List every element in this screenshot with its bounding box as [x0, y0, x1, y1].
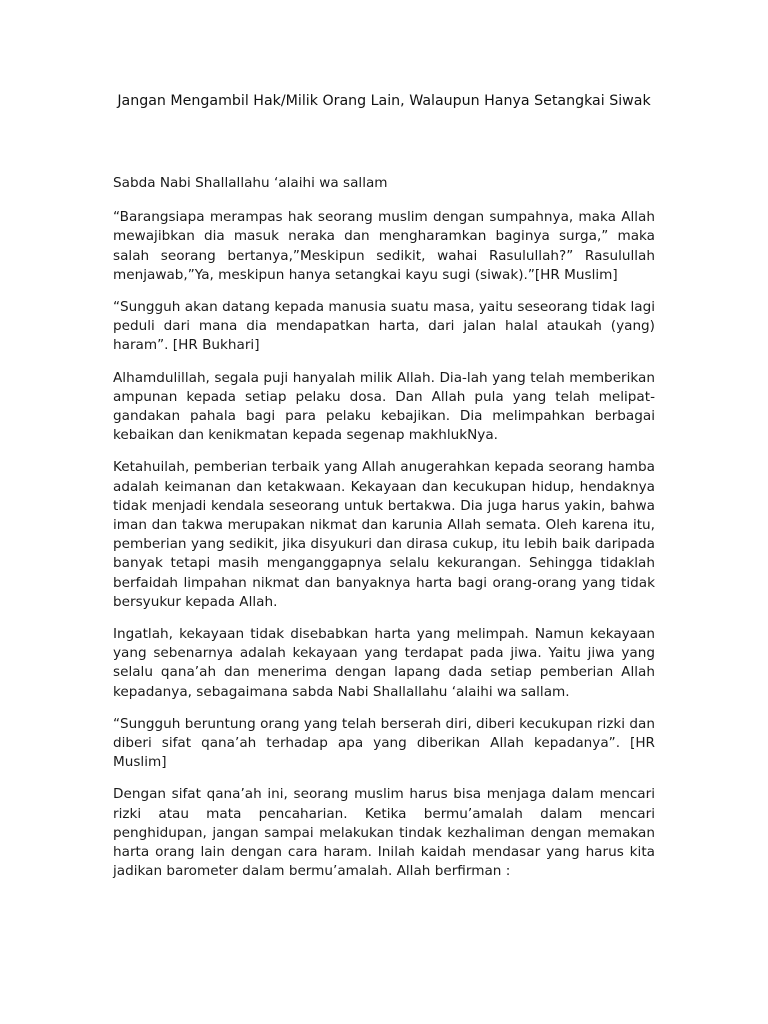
hadith-paragraph-2: “Sungguh akan datang kepada manusia suatu masa, yaitu seseorang tidak lagi peduli dari mana dia mendapatkan harta, dari jalan halal ataukah (yang) haram”. [HR Bukhari] — [113, 299, 655, 354]
hadith-paragraph-3: “Sungguh beruntung orang yang telah berserah diri, diberi kecukupan rizki dan diberi sifat qana’ah terhadap apa yang diberikan Allah kepadanya”. [HR Muslim] — [113, 715, 655, 771]
intro-paragraph: Sabda Nabi Shallallahu ‘alaihi wa sallam — [113, 175, 388, 191]
body-paragraph-3: Ingatlah, kekayaan tidak disebabkan harta yang melimpah. Namun kekayaan yang sebenarnya adalah kekayaan yang terdapat pada jiwa. Yaitu jiwa yang selalu qana’ah dan menerima dengan lapang dada setiap pemberian Allah kepadanya, sebagaimana sabda Nabi Shallallahu ‘alaihi wa sallam. — [113, 626, 655, 700]
body-paragraph-4: Dengan sifat qana’ah ini, seorang muslim harus bisa menjaga dalam mencari rizki atau mata pencaharian. Ketika bermu’amalah dalam mencari penghidupan, jangan sampai melakukan tindak kezhaliman dengan memakan harta orang lain dengan cara haram. Inilah kaidah mendasar yang harus kita jadikan barometer dalam bermu’amalah. Allah berfirman : — [113, 786, 655, 880]
hadith-paragraph-1: “Barangsiapa merampas hak seorang muslim dengan sumpahnya, maka Allah mewajibkan dia masuk neraka dan mengharamkan baginya surga,” maka salah seorang bertanya,”Meskipun sedikit, wahai Rasulullah?” Rasulullah menjawab,”Ya, meskipun hanya setangkai kayu sugi (siwak).”[HR Muslim] — [113, 209, 655, 283]
body-paragraph-2: Ketahuilah, pemberian terbaik yang Allah anugerahkan kepada seorang hamba adalah keimanan dan ketakwaan. Kekayaan dan kecukupan hidup, hendaknya tidak menjadi kendala seseorang untuk bertakwa. Dia juga harus yakin, bahwa iman dan takwa merupakan nikmat dan karunia Allah semata. Oleh karena itu, pemberian yang sedikit, jika disyukuri dan dirasa cukup, itu lebih baik daripada banyak tetapi masih menganggapnya selalu kekurangan. Sehingga tidaklah berfaidah limpahan nikmat dan banyaknya harta bagi orang-orang yang tidak bersyukur kepada Allah. — [113, 459, 655, 610]
document-title: Jangan Mengambil Hak/Milik Orang Lain, Walaupun Hanya Setangkai Siwak — [117, 93, 651, 109]
document-body — [113, 174, 655, 895]
body-paragraph-1: Alhamdulillah, segala puji hanyalah milik Allah. Dia-lah yang telah memberikan ampunan kepada setiap pelaku dosa. Dan Allah pula yang telah melipat-gandakan pahala bagi para pelaku kebajikan. Dia melimpahkan berbagai kebaikan dan kenikmatan kepada segenap makhlukNya. — [113, 369, 655, 444]
